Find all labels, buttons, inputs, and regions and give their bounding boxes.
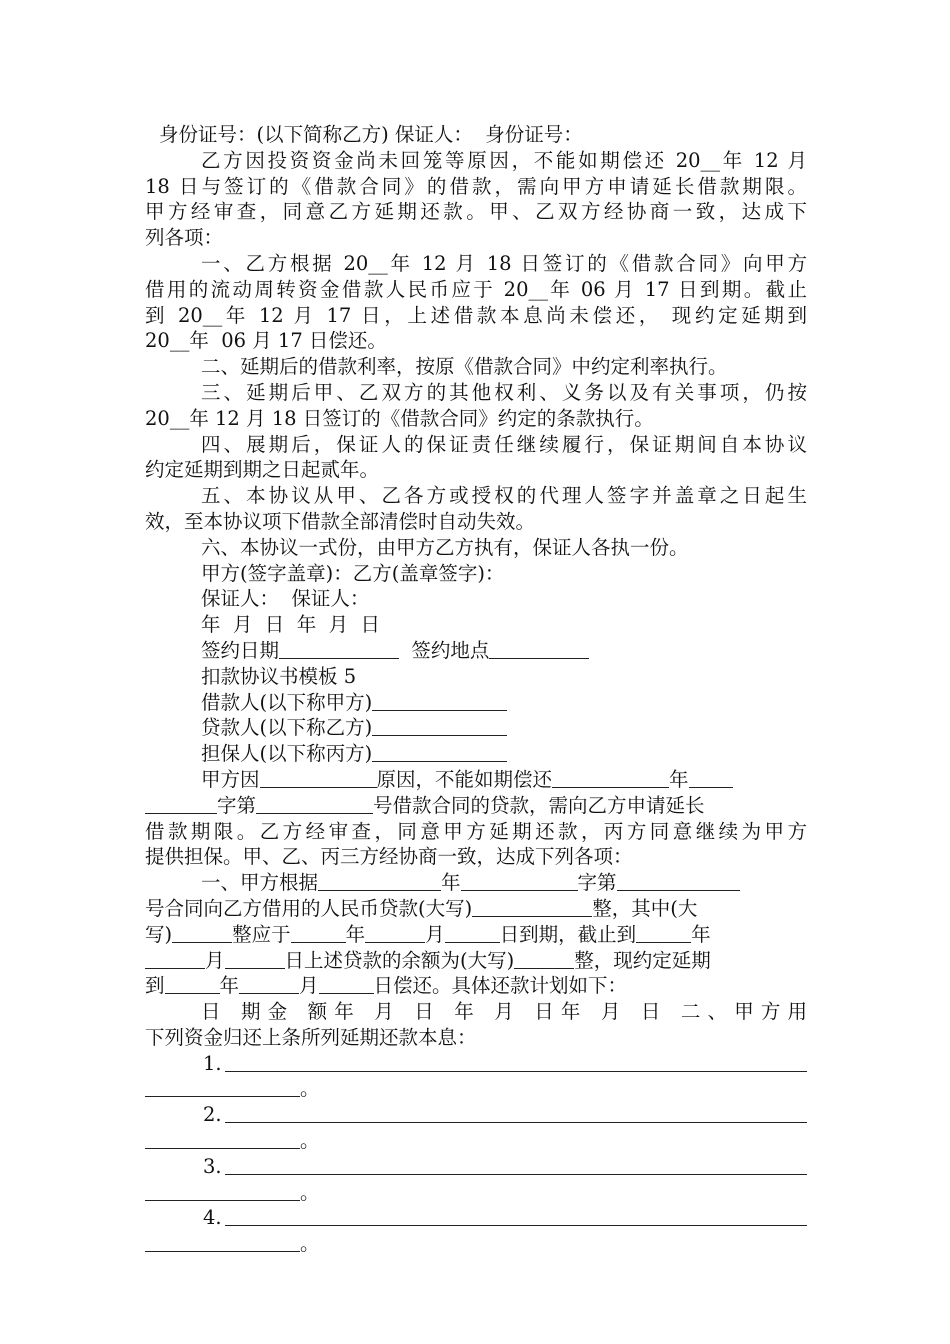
text-run: 原因，不能如期偿还 — [376, 767, 553, 791]
list-number: 2. — [203, 1103, 222, 1127]
blank[interactable] — [365, 923, 425, 943]
text-run: 字第 — [577, 871, 617, 895]
clause-line: 借用的流动周转资金借款人民币应于 20__年 06 月 17 日到期。截止 — [145, 277, 807, 301]
text-run: 整应于 — [232, 922, 291, 946]
list-item — [145, 1205, 807, 1231]
list-blank-cont[interactable] — [145, 1077, 300, 1097]
intro-line: 甲方经审查，同意乙方延期还款。甲、乙双方经协商一致，达成下 — [145, 200, 807, 224]
text-run: 年 — [345, 922, 366, 946]
blank[interactable] — [239, 974, 299, 994]
list-end: 。 — [300, 1232, 320, 1256]
contract-no-blank[interactable] — [689, 768, 733, 788]
blank[interactable] — [514, 949, 574, 969]
sign-place-blank[interactable] — [489, 639, 589, 659]
list-blank-cont[interactable] — [145, 1232, 300, 1252]
list-number: 4. — [203, 1206, 222, 1230]
t5-clause-line — [145, 922, 807, 948]
guarantor-blank[interactable] — [372, 742, 507, 762]
text-run: 月 — [425, 922, 445, 946]
text-run: 年 — [219, 974, 240, 998]
t5-clause-line — [145, 948, 807, 974]
lender-label: 贷款人(以下称乙方) — [201, 716, 373, 740]
repayment-list — [145, 1051, 807, 1257]
list-blank-cont[interactable] — [145, 1181, 300, 1201]
text-run: 整，现约定延期 — [574, 948, 711, 972]
blank[interactable] — [445, 923, 500, 943]
t5-clause-line — [145, 896, 807, 922]
guarantor-line: 保证人： 保证人： — [201, 587, 370, 611]
header-line: 身份证号：(以下简称乙方) 保证人： 身份证号： — [159, 123, 583, 146]
list-number: 1. — [203, 1051, 222, 1075]
blank[interactable] — [145, 949, 205, 969]
blank[interactable] — [225, 949, 285, 969]
blank[interactable] — [318, 871, 441, 891]
intro-line: 18 日与签订的《借款合同》的借款，需向甲方申请延长借款期限。 — [145, 174, 807, 198]
text-run: 月 — [299, 974, 319, 998]
contract-year-blank[interactable] — [552, 768, 669, 788]
list-blank[interactable] — [225, 1225, 807, 1226]
contract-number-blank[interactable] — [256, 794, 373, 814]
date-line: 年 月 日 年 月 日 — [201, 613, 380, 637]
t5-line: 借款期限。乙方经审查，同意甲方延期还款，丙方同意继续为甲方 — [145, 819, 807, 843]
clause-4 — [145, 432, 807, 484]
template-title: 扣款协议书模板 5 — [201, 664, 357, 688]
list-item — [145, 1051, 807, 1077]
clause-line: 20__年 12 月 18 日签订的《借款合同》约定的条款执行。 — [145, 406, 654, 430]
t5-clause-line — [145, 973, 807, 999]
amount-blank[interactable] — [472, 897, 592, 917]
blank[interactable] — [319, 974, 374, 994]
text-run: 一、甲方根据 — [201, 871, 319, 895]
text-run: 号借款合同的贷款，需向乙方申请延长 — [373, 793, 705, 817]
list-item-tail — [145, 1128, 807, 1154]
clause-line: 到 20__年 12 月 17 日，上述借款本息尚未偿还， 现约定延期到 — [145, 303, 807, 327]
intro-paragraph — [145, 148, 807, 251]
list-item-tail — [145, 1180, 807, 1206]
list-blank-cont[interactable] — [145, 1129, 300, 1149]
list-item-tail — [145, 1076, 807, 1102]
borrower-label: 借款人(以下称甲方) — [201, 690, 373, 714]
plan-line: 下列资金归还上条所列延期还款本息： — [145, 1025, 477, 1049]
intro-line: 列各项： — [145, 226, 224, 250]
lender-line — [145, 715, 807, 741]
blank[interactable] — [461, 871, 578, 891]
sign-date-place — [145, 638, 807, 664]
clause-2: 二、延期后的借款利率，按原《借款合同》中约定利率执行。 — [201, 355, 728, 379]
clause-line: 四、展期后，保证人的保证责任继续履行，保证期间自本协议 — [201, 432, 807, 456]
list-item — [145, 1154, 807, 1180]
text-run: 甲方因 — [201, 767, 260, 791]
text-run: 月 — [205, 948, 225, 972]
t5-clause-line — [145, 870, 807, 896]
text-run: 日到期，截止到 — [499, 922, 637, 946]
text-run: 年 — [691, 922, 711, 946]
list-end: 。 — [300, 1129, 320, 1153]
t5-line — [145, 793, 807, 819]
list-number: 3. — [203, 1154, 222, 1178]
text-run: 到 — [145, 974, 165, 998]
intro-line: 乙方因投资资金尚未回笼等原因，不能如期偿还 20__年 12 月 — [201, 148, 807, 172]
blank[interactable] — [617, 871, 740, 891]
lender-blank[interactable] — [372, 716, 507, 736]
clause-1 — [145, 251, 807, 354]
contract-no-blank-cont[interactable] — [145, 794, 217, 814]
list-blank[interactable] — [225, 1071, 807, 1072]
clause-line: 五、本协议从甲、乙各方或授权的代理人签字并盖章之日起生 — [201, 484, 807, 508]
text-run: 字第 — [217, 793, 257, 817]
list-blank[interactable] — [225, 1174, 807, 1175]
clause-3 — [145, 380, 807, 432]
blank[interactable] — [636, 923, 691, 943]
clause-line: 20__年 06 月 17 日偿还。 — [145, 329, 387, 353]
text-run: 整，其中(大 — [592, 896, 698, 920]
clause-line: 三、延期后甲、乙双方的其他权利、义务以及有关事项，仍按 — [201, 380, 807, 404]
clause-line: 效，至本协议项下借款全部清偿时自动失效。 — [145, 509, 536, 533]
text-run: 年 — [669, 767, 689, 791]
list-end: 。 — [300, 1180, 320, 1204]
blank[interactable] — [165, 974, 220, 994]
text-run: 日偿还。具体还款计划如下： — [373, 974, 628, 998]
clause-6: 六、本协议一式份，由甲方乙方执有，保证人各执一份。 — [201, 535, 689, 559]
sign-date-blank[interactable] — [279, 639, 399, 659]
sign-parties: 甲方(签字盖章)：乙方(盖章签字)： — [201, 561, 505, 585]
list-blank[interactable] — [225, 1122, 807, 1123]
list-item — [145, 1102, 807, 1128]
clause-line: 约定延期到期之日起贰年。 — [145, 458, 380, 482]
borrower-blank[interactable] — [372, 691, 507, 711]
borrower-line — [145, 690, 807, 716]
t5-line: 提供担保。甲、乙、丙三方经协商一致，达成下列各项： — [145, 845, 633, 869]
reason-blank[interactable] — [260, 768, 377, 788]
document-page — [145, 122, 807, 1257]
t5-line — [145, 767, 807, 793]
sign-date-label: 签约日期 — [201, 638, 280, 662]
guarantor-label: 担保人(以下称丙方) — [201, 742, 373, 766]
blank[interactable] — [291, 923, 346, 943]
blank[interactable] — [172, 923, 232, 943]
text-run: 写) — [145, 922, 173, 946]
text-run: 年 — [441, 871, 461, 895]
guarantor-party-line — [145, 741, 807, 767]
list-item-tail — [145, 1231, 807, 1257]
text-run: 日上述贷款的余额为(大写) — [284, 948, 515, 972]
plan-line: 日 期金 额年 月 日 年 月 日年 月 日 二、甲方用 — [201, 1000, 807, 1024]
sign-place-label: 签约地点 — [411, 638, 490, 662]
text-run: 号合同向乙方借用的人民币贷款(大写) — [145, 896, 473, 920]
list-end: 。 — [300, 1077, 320, 1101]
clause-line: 一、乙方根据 20__年 12 月 18 日签订的《借款合同》向甲方 — [201, 251, 807, 275]
clause-5 — [145, 483, 807, 535]
